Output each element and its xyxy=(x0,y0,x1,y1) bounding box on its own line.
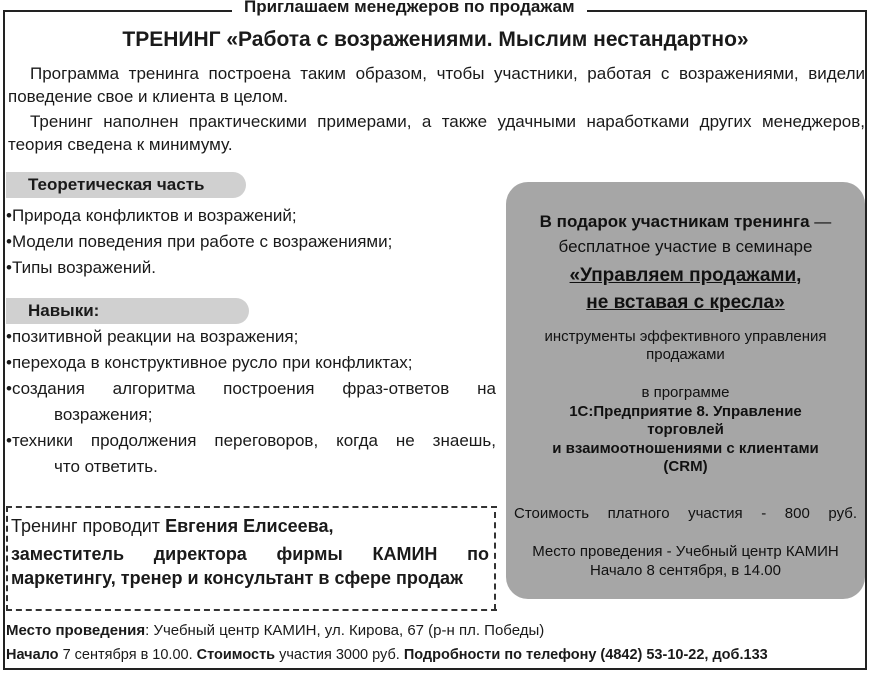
list-item: •Природа конфликтов и возражений; xyxy=(6,206,297,225)
trainer-role: заместитель директора фирмы КАМИН по маркетингу, тренер и консультант в сфере продаж xyxy=(11,544,489,588)
theory-list xyxy=(6,203,392,281)
gift-lead-bold: В подарок участникам тренинга xyxy=(539,212,810,231)
footer-start-text: 7 сентября в 10.00. xyxy=(58,647,197,663)
footer-venue-label: Место проведения xyxy=(6,622,146,639)
skills-list xyxy=(6,324,496,480)
program-line-3: и взаимоотношениями с клиентами xyxy=(552,440,819,457)
footer-start-label: Начало xyxy=(6,647,59,663)
training-title: ТРЕНИНГ «Работа с возражениями. Мыслим нестандартно» xyxy=(122,28,749,51)
trainer-box-right-edge xyxy=(494,512,496,610)
footer-phone-details: Подробности по телефону (4842) 53-10-22, доб.133 xyxy=(403,647,768,663)
header-invite: Приглашаем менеджеров по продажам xyxy=(232,0,587,17)
footer-venue xyxy=(6,622,544,639)
paid-price: Стоимость платного участия - 800 руб. xyxy=(514,505,857,522)
theory-heading: Теоретическая часть xyxy=(6,172,246,198)
list-item: •Модели поведения при работе с возражениями; xyxy=(6,232,393,251)
tools-line-2: продажами xyxy=(646,346,725,363)
program-line-4: (CRM) xyxy=(663,458,708,475)
list-item: •перехода в конструктивное русло при конфликтах; xyxy=(6,353,413,372)
footer-details xyxy=(6,647,768,663)
program-line-2: торговлей xyxy=(647,421,724,438)
seminar-title-line-1: «Управляем продажами, xyxy=(569,265,802,286)
list-item: •позитивной реакции на возражения; xyxy=(6,327,299,346)
seminar-venue: Место проведения - Учебный центр КАМИН xyxy=(532,543,839,560)
list-item: •Типы возражений. xyxy=(6,258,156,277)
list-item-continuation: возражения; xyxy=(54,405,153,424)
gift-free-seminar: бесплатное участие в семинаре xyxy=(558,237,813,256)
footer-venue-text: : Учебный центр КАМИН, ул. Кирова, 67 (р-н пл. Победы) xyxy=(145,622,545,639)
gift-lead-dash: — xyxy=(809,212,832,231)
intro-paragraph-1: Программа тренинга построена таким образом, чтобы участники, работая с возражениями, видели поведение свое и клиента в целом. xyxy=(8,64,865,106)
trainer-intro xyxy=(11,514,489,538)
list-item-continuation: что ответить. xyxy=(54,457,158,476)
footer-cost-text: участия 3000 руб. xyxy=(275,647,404,663)
gift-lead xyxy=(506,211,865,233)
list-item: •техники продолжения переговоров, когда не знаешь, xyxy=(6,431,496,450)
skills-heading: Навыки: xyxy=(6,298,249,324)
intro-paragraph-2: Тренинг наполнен практическими примерами, а также удачными наработками других менеджеров, теория сведена к минимуму. xyxy=(8,112,865,154)
seminar-title-line-2: не вставая с кресла» xyxy=(586,292,785,313)
tools-line-1: инструменты эффективного управления xyxy=(544,328,827,345)
footer-cost-label: Стоимость xyxy=(196,647,276,663)
trainer-prefix: Тренинг проводит xyxy=(11,516,166,536)
trainer-name: Евгения Елисеева, xyxy=(165,516,334,536)
program-line-1: 1С:Предприятие 8. Управление xyxy=(569,403,802,420)
seminar-start: Начало 8 сентября, в 14.00 xyxy=(590,562,781,579)
list-item: •создания алгоритма построения фраз-ответов на xyxy=(6,379,496,398)
in-program-label: в программе xyxy=(641,384,730,401)
